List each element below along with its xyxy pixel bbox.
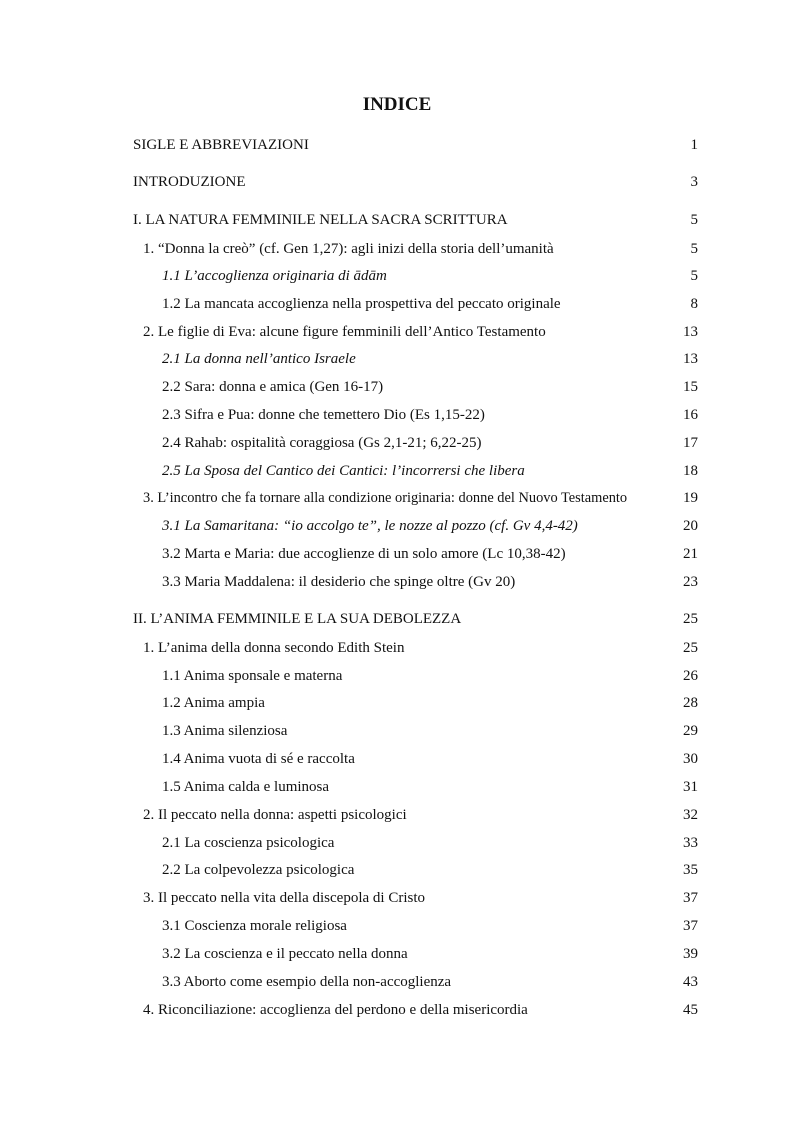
toc-entry-label: 1.5 Anima calda e luminosa — [162, 779, 330, 795]
toc-entry-label: 3.2 La coscienza e il peccato nella donna — [162, 946, 408, 962]
toc-entry-label: 2.1 La coscienza psicologica — [162, 835, 335, 851]
toc-entry — [0, 171, 794, 193]
toc-entry-label: 1. “Donna la creò” (cf. Gen 1,27): agli inizi della storia dell’umanità — [143, 241, 554, 257]
toc-entry — [0, 293, 794, 315]
toc-entry-label: 1.3 Anima silenziosa — [162, 723, 288, 739]
toc-entry-page: 39 — [683, 946, 698, 962]
toc-entry — [0, 515, 794, 537]
toc-entry-page: 30 — [683, 751, 698, 767]
toc-entry-page: 5 — [690, 212, 698, 228]
toc-entry-label: 1. L’anima della donna secondo Edith Stein — [143, 640, 405, 656]
toc-entry — [0, 971, 794, 993]
toc-entry-page: 20 — [683, 518, 698, 534]
toc-entry — [0, 543, 794, 565]
toc-entry-label: II. L’ANIMA FEMMINILE E LA SUA DEBOLEZZA — [133, 611, 462, 627]
toc-entry-page: 21 — [683, 546, 698, 562]
toc-entry — [0, 134, 794, 156]
toc-entry-label: 3.1 La Samaritana: “io accolgo te”, le nozze al pozzo (cf. Gv 4,4-42) — [162, 518, 578, 534]
toc-entry-page: 37 — [683, 890, 698, 906]
toc-entry-page: 3 — [690, 174, 698, 190]
toc-entry-label: 1.1 Anima sponsale e materna — [162, 668, 343, 684]
toc-entry-label: 1.4 Anima vuota di sé e raccolta — [162, 751, 355, 767]
toc-entry-label: 1.1 L’accoglienza originaria di ādām — [162, 268, 387, 284]
toc-entry-label: 2.3 Sifra e Pua: donne che temettero Dio (Es 1,15-22) — [162, 407, 485, 423]
toc-entry-page: 17 — [683, 435, 698, 451]
toc-entry — [0, 209, 794, 231]
toc-entry-label: I. LA NATURA FEMMINILE NELLA SACRA SCRITTURA — [133, 212, 508, 228]
toc-entry-label: SIGLE E ABBREVIAZIONI — [133, 137, 309, 153]
toc-entry — [0, 571, 794, 593]
toc-entry — [0, 915, 794, 937]
toc-entry-label: 2.2 Sara: donna e amica (Gen 16-17) — [162, 379, 384, 395]
toc-entry — [0, 376, 794, 398]
toc-entry-label: 4. Riconciliazione: accoglienza del perdono e della misericordia — [143, 1002, 528, 1018]
toc-entry-page: 23 — [683, 574, 698, 590]
toc-entry — [0, 608, 794, 630]
toc-entry-label: 2.5 La Sposa del Cantico dei Cantici: l’incorrersi che libera — [162, 463, 525, 479]
toc-entry-page: 16 — [683, 407, 698, 423]
toc-entry-label: 2. Il peccato nella donna: aspetti psicologici — [143, 807, 407, 823]
toc-entry — [0, 321, 794, 343]
toc-entry — [0, 404, 794, 426]
toc-entry — [0, 804, 794, 826]
toc-entry-label: 3.3 Maria Maddalena: il desiderio che spinge oltre (Gv 20) — [162, 574, 516, 590]
toc-entry-page: 35 — [683, 862, 698, 878]
toc-entry — [0, 748, 794, 770]
toc-entry-page: 45 — [683, 1002, 698, 1018]
toc-entry-label: 3.1 Coscienza morale religiosa — [162, 918, 347, 934]
toc-entry-page: 8 — [690, 296, 698, 312]
toc-entry-label: 1.2 Anima ampia — [162, 695, 265, 711]
toc-entry-page: 13 — [683, 324, 698, 340]
toc-entry — [0, 999, 794, 1021]
toc-entry-page: 1 — [690, 137, 698, 153]
toc-entry-label: 1.2 La mancata accoglienza nella prospettiva del peccato originale — [162, 296, 561, 312]
toc-entry-page: 19 — [683, 490, 698, 506]
page-title: INDICE — [362, 94, 432, 115]
toc-entry-label: 3.2 Marta e Maria: due accoglienze di un solo amore (Lc 10,38-42) — [162, 546, 566, 562]
toc-entry — [0, 832, 794, 854]
toc-entry-page: 25 — [683, 640, 698, 656]
toc-entry-label: 3. L’incontro che fa tornare alla condizione originaria: donne del Nuovo Testamento — [143, 490, 628, 506]
toc-entry-label: INTRODUZIONE — [133, 174, 246, 190]
toc-entry — [0, 460, 794, 482]
toc-entry — [0, 238, 794, 260]
toc-entry-page: 15 — [683, 379, 698, 395]
toc-entry-page: 31 — [683, 779, 698, 795]
toc-entry — [0, 887, 794, 909]
toc-entry — [0, 943, 794, 965]
toc-entry-page: 13 — [683, 351, 698, 367]
toc-entry-page: 5 — [690, 241, 698, 257]
toc-entry-label: 2.2 La colpevolezza psicologica — [162, 862, 355, 878]
toc-entry — [0, 720, 794, 742]
toc-entry-label: 2. Le figlie di Eva: alcune figure femminili dell’Antico Testamento — [143, 324, 546, 340]
toc-entry — [0, 859, 794, 881]
toc-entry — [0, 432, 794, 454]
toc-entry-page: 43 — [683, 974, 698, 990]
toc-entry-page: 18 — [683, 463, 698, 479]
toc-entry — [0, 637, 794, 659]
toc-entry — [0, 487, 794, 509]
toc-entry — [0, 692, 794, 714]
toc-entry-label: 2.4 Rahab: ospitalità coraggiosa (Gs 2,1-21; 6,22-25) — [162, 435, 482, 451]
toc-entry-label: 3. Il peccato nella vita della discepola di Cristo — [143, 890, 425, 906]
toc-entry-label: 2.1 La donna nell’antico Israele — [162, 351, 356, 367]
toc-entry-page: 26 — [683, 668, 698, 684]
toc-entry-page: 33 — [683, 835, 698, 851]
toc-entry-page: 28 — [683, 695, 698, 711]
toc-entry-label: 3.3 Aborto come esempio della non-accoglienza — [162, 974, 452, 990]
toc-entry — [0, 348, 794, 370]
toc-entry-page: 25 — [683, 611, 698, 627]
toc-entry-page: 32 — [683, 807, 698, 823]
toc-entry-page: 29 — [683, 723, 698, 739]
toc-entry-page: 37 — [683, 918, 698, 934]
toc-entry — [0, 665, 794, 687]
toc-entry — [0, 265, 794, 287]
toc-entry-page: 5 — [690, 268, 698, 284]
toc-entry — [0, 776, 794, 798]
